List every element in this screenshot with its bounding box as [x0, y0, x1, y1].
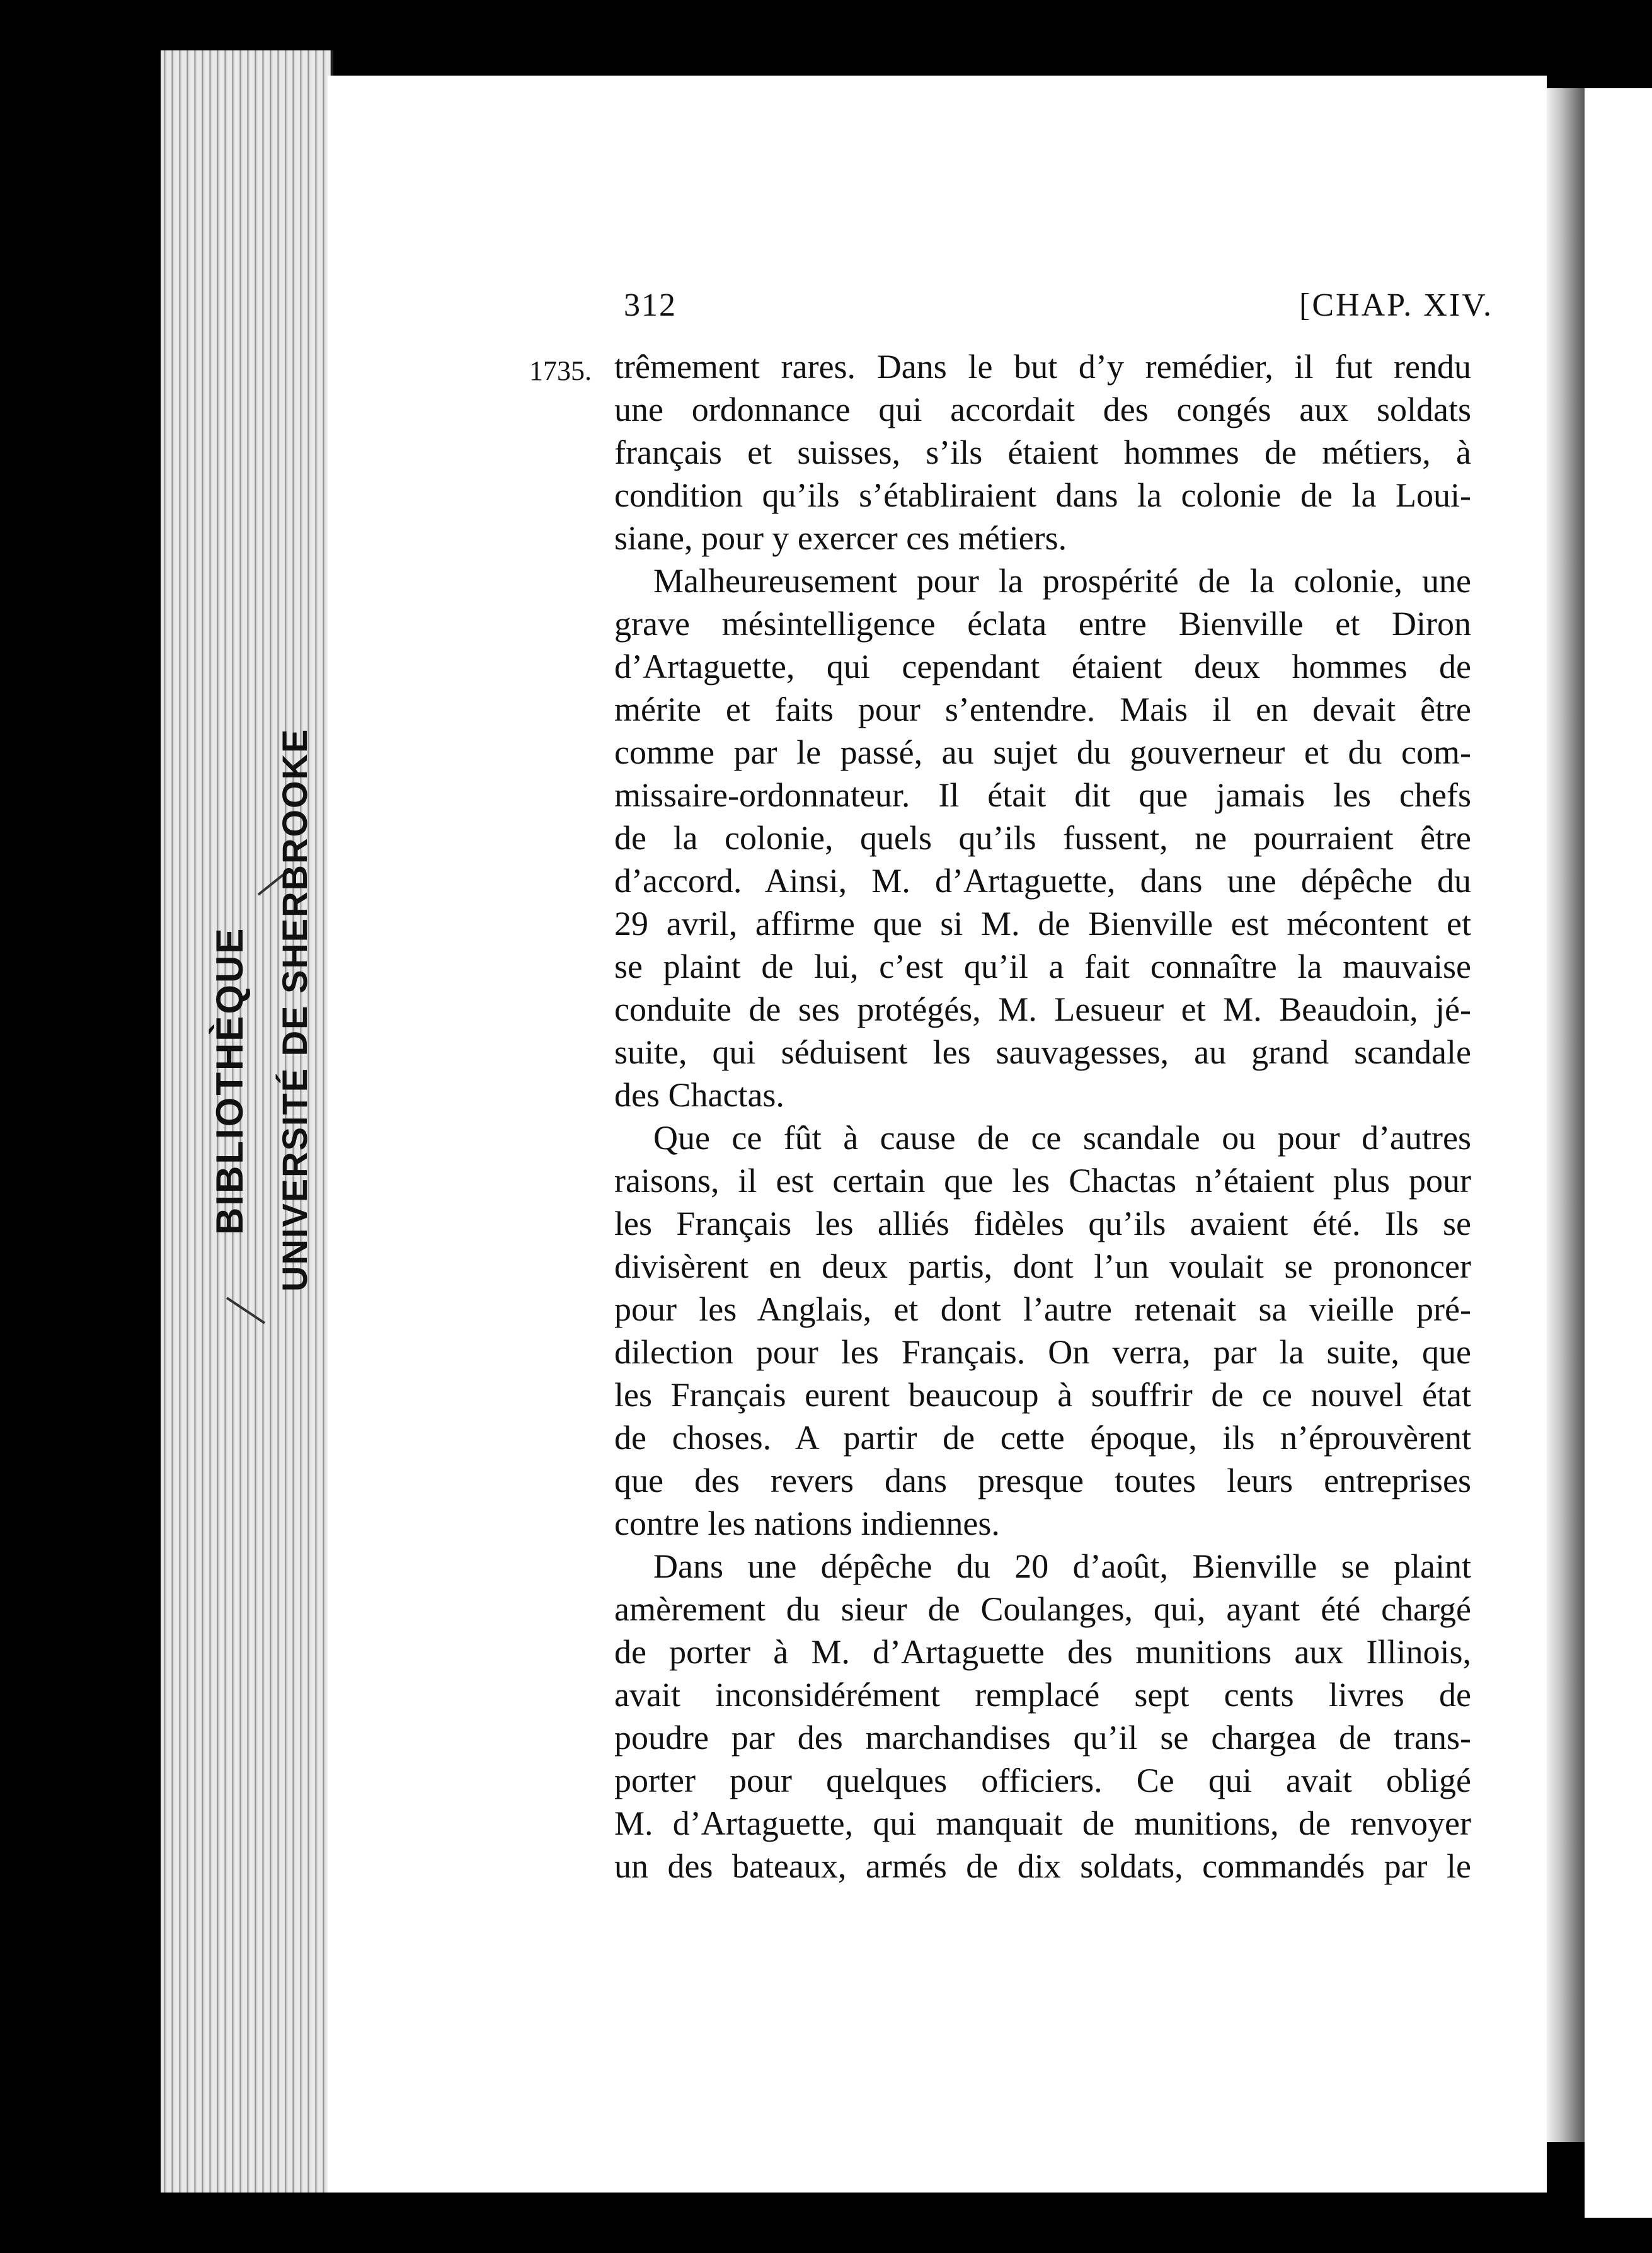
text-line: mérite et faits pour s’entendre. Mais il en devait être	[614, 691, 1471, 728]
text-line: M. d’Artaguette, qui manquait de munitions, de renvoyer	[614, 1804, 1471, 1842]
text-line: une ordonnance qui accordait des congés aux soldats	[614, 391, 1471, 428]
text-line: de la colonie, quels qu’ils fussent, ne pourraient être	[614, 819, 1471, 857]
text-line: que des revers dans presque toutes leurs entreprises	[614, 1462, 1471, 1499]
text-line: pour les Anglais, et dont l’autre retenait sa vieille pré-	[614, 1290, 1471, 1328]
text-line: poudre par des marchandises qu’il se chargea de trans-	[614, 1719, 1471, 1757]
body-text	[614, 345, 1471, 1888]
text-line: se plaint de lui, c’est qu’il a fait connaître la mauvaise	[614, 948, 1471, 985]
text-line: d’Artaguette, qui cependant étaient deux hommes de	[614, 648, 1471, 685]
text-line: 29 avril, affirme que si M. de Bienville est mécontent et	[614, 905, 1471, 943]
text-line: Que ce fût à cause de ce scandale ou pour d’autres	[653, 1119, 1471, 1157]
text-line: grave mésintelligence éclata entre Bienville et Diron	[614, 605, 1471, 643]
text-line: suite, qui séduisent les sauvagesses, au grand scandale	[614, 1033, 1471, 1071]
text-line: contre les nations indiennes.	[614, 1505, 1000, 1542]
text-line: avait inconsidérément remplacé sept cents livres de	[614, 1676, 1471, 1714]
text-line: divisèrent en deux partis, dont l’un voulait se prononcer	[614, 1247, 1471, 1285]
text-line: comme par le passé, au sujet du gouverneur et du com-	[614, 733, 1471, 771]
text-line: amèrement du sieur de Coulanges, qui, ayant été chargé	[614, 1590, 1471, 1628]
text-line: conduite de ses protégés, M. Lesueur et M. Beaudoin, jé-	[614, 990, 1471, 1028]
text-line: les Français eurent beaucoup à souffrir de ce nouvel état	[614, 1376, 1471, 1414]
stamp-line-library: BIBLIOTHÈQUE	[209, 926, 251, 1235]
text-line: d’accord. Ainsi, M. d’Artaguette, dans une dépêche du	[614, 862, 1471, 900]
text-line: siane, pour y exercer ces métiers.	[614, 519, 1067, 557]
text-line: des Chactas.	[614, 1076, 784, 1114]
text-line: raisons, il est certain que les Chactas n’étaient plus pour	[614, 1162, 1471, 1200]
text-line: de choses. A partir de cette époque, ils n’éprouvèrent	[614, 1419, 1471, 1457]
stamp-line-university: UNIVERSITÉ DE SHERBROOKE	[275, 728, 314, 1292]
text-line: trêmement rares. Dans le but d’y remédier, il fut rendu	[614, 348, 1471, 386]
facing-page-edge	[1585, 88, 1652, 2218]
text-line: condition qu’ils s’établiraient dans la colonie de la Loui-	[614, 476, 1471, 514]
text-line: missaire-ordonnateur. Il était dit que jamais les chefs	[614, 776, 1471, 814]
margin-year: 1735.	[529, 355, 592, 386]
text-line: les Français les alliés fidèles qu’ils avaient été. Ils se	[614, 1205, 1471, 1242]
text-line: dilection pour les Français. On verra, par la suite, que	[614, 1333, 1471, 1371]
page-number: 312	[624, 287, 677, 323]
library-stamp	[189, 728, 340, 1336]
text-line: de porter à M. d’Artaguette des munitions aux Illinois,	[614, 1633, 1471, 1671]
text-line: Dans une dépêche du 20 d’août, Bienville se plaint	[653, 1547, 1471, 1585]
text-line: français et suisses, s’ils étaient hommes de métiers, à	[614, 433, 1471, 471]
text-line: Malheureusement pour la prospérité de la colonie, une	[653, 562, 1471, 600]
running-head	[624, 287, 1493, 331]
text-line: un des bateaux, armés de dix soldats, commandés par le	[614, 1847, 1471, 1885]
text-line: porter pour quelques officiers. Ce qui avait obligé	[614, 1762, 1471, 1799]
chapter-reference: [CHAP. XIV.	[1299, 287, 1493, 323]
